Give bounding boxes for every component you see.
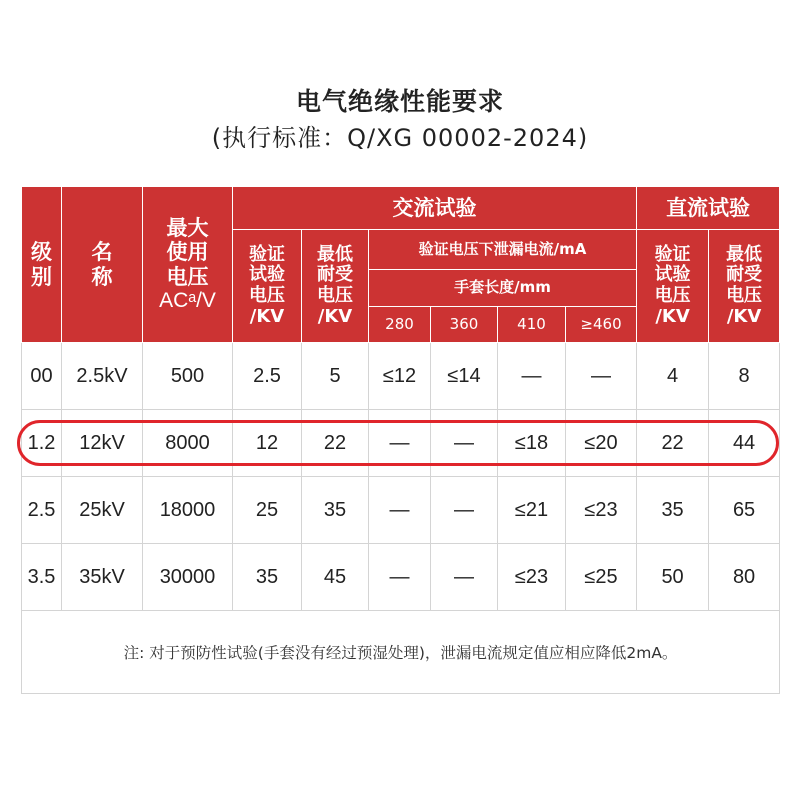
cell-leak-460: ≤23 <box>566 477 637 544</box>
cell-leak-360: ≤14 <box>431 343 498 410</box>
cell-max-voltage: 30000 <box>143 544 233 611</box>
cell-ac-verify: 25 <box>233 477 302 544</box>
cell-dc-min: 8 <box>709 343 780 410</box>
cell-leak-410: ≤18 <box>498 410 566 477</box>
cell-name: 12kV <box>62 410 143 477</box>
header-glove-length: 手套长度/mm <box>369 270 637 307</box>
cell-leak-280: — <box>369 544 431 611</box>
cell-leak-280: — <box>369 477 431 544</box>
table-row <box>22 544 780 611</box>
cell-dc-min: 44 <box>709 410 780 477</box>
cell-dc-verify: 22 <box>637 410 709 477</box>
header-ac-verify-voltage: 验证 试验 电压 /KV <box>233 230 302 343</box>
header-leakage-current: 验证电压下泄漏电流/mA <box>369 230 637 270</box>
table-row <box>22 343 780 410</box>
table-row <box>22 477 780 544</box>
cell-leak-360: — <box>431 544 498 611</box>
cell-ac-min: 5 <box>302 343 369 410</box>
header-length-410: 410 <box>498 307 566 343</box>
table-note: 注: 对于预防性试验(手套没有经过预湿处理)，泄漏电流规定值应相应降低2mA。 <box>22 611 780 694</box>
cell-ac-verify: 12 <box>233 410 302 477</box>
cell-leak-280: — <box>369 410 431 477</box>
cell-name: 25kV <box>62 477 143 544</box>
cell-leak-460: — <box>566 343 637 410</box>
cell-level: 00 <box>22 343 62 410</box>
cell-leak-280: ≤12 <box>369 343 431 410</box>
cell-level: 2.5 <box>22 477 62 544</box>
header-dc-verify-voltage: 验证 试验 电压 /KV <box>637 230 709 343</box>
cell-max-voltage: 8000 <box>143 410 233 477</box>
cell-ac-min: 22 <box>302 410 369 477</box>
table-row <box>22 410 780 477</box>
header-ac-min-withstand: 最低 耐受 电压 /KV <box>302 230 369 343</box>
cell-leak-410: ≤21 <box>498 477 566 544</box>
cell-dc-verify: 50 <box>637 544 709 611</box>
cell-leak-460: ≤20 <box>566 410 637 477</box>
cell-dc-verify: 35 <box>637 477 709 544</box>
header-length-280: 280 <box>369 307 431 343</box>
cell-name: 2.5kV <box>62 343 143 410</box>
cell-leak-460: ≤25 <box>566 544 637 611</box>
cell-level: 1.2 <box>22 410 62 477</box>
cell-leak-410: — <box>498 343 566 410</box>
cell-max-voltage: 500 <box>143 343 233 410</box>
page-title: 电气绝缘性能要求 <box>295 87 504 116</box>
header-ac-test: 交流试验 <box>233 187 637 230</box>
header-dc-min-withstand: 最低 耐受 电压 /KV <box>709 230 780 343</box>
header-length-460: ≥460 <box>566 307 637 343</box>
header-level: 级 别 <box>22 187 62 343</box>
cell-leak-360: — <box>431 410 498 477</box>
cell-dc-verify: 4 <box>637 343 709 410</box>
header-dc-test: 直流试验 <box>637 187 780 230</box>
cell-ac-verify: 35 <box>233 544 302 611</box>
header-max-voltage: 最大 使用 电压 ACᵃ/V <box>143 187 233 343</box>
page-subtitle: (执行标准：Q/XG 00002-2024) <box>211 124 589 152</box>
header-name: 名 称 <box>62 187 143 343</box>
cell-max-voltage: 18000 <box>143 477 233 544</box>
cell-dc-min: 80 <box>709 544 780 611</box>
cell-ac-min: 35 <box>302 477 369 544</box>
cell-name: 35kV <box>62 544 143 611</box>
cell-level: 3.5 <box>22 544 62 611</box>
cell-ac-verify: 2.5 <box>233 343 302 410</box>
cell-dc-min: 65 <box>709 477 780 544</box>
cell-ac-min: 45 <box>302 544 369 611</box>
cell-leak-360: — <box>431 477 498 544</box>
cell-leak-410: ≤23 <box>498 544 566 611</box>
header-length-360: 360 <box>431 307 498 343</box>
insulation-table <box>21 186 780 694</box>
